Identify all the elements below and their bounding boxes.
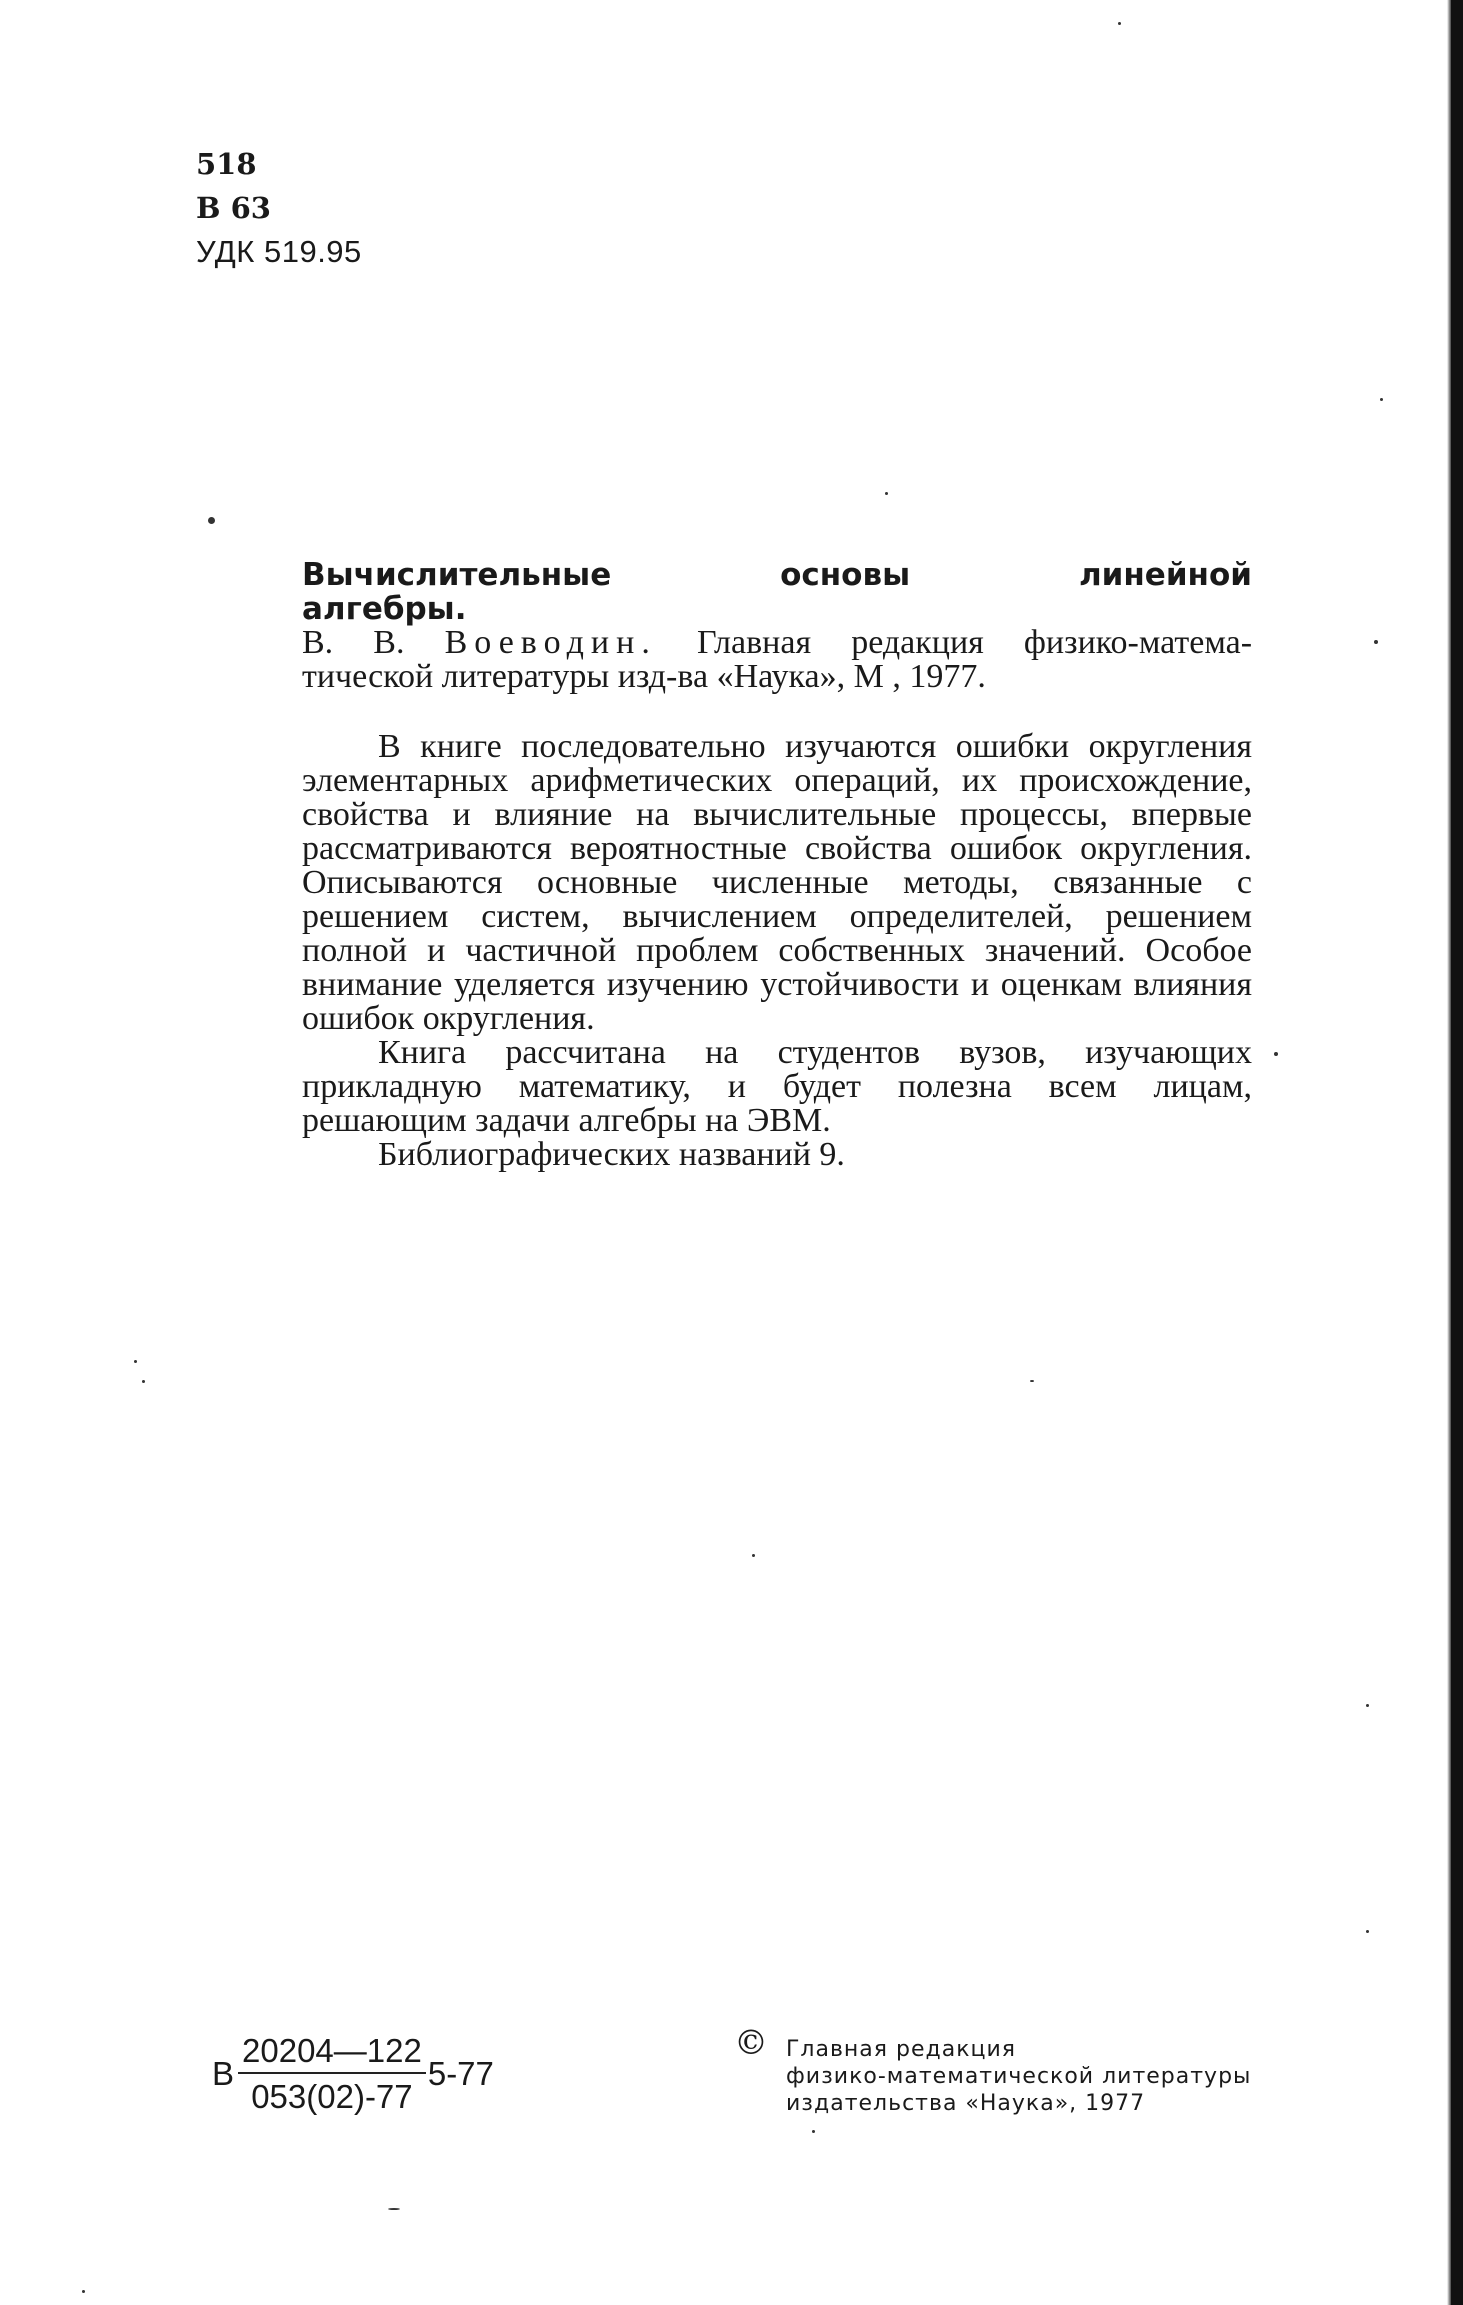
scan-speck [1374, 640, 1378, 644]
udk-code: УДК 519.95 [196, 234, 362, 269]
scan-speck [885, 492, 888, 495]
scan-speck [752, 1554, 755, 1557]
copyright-block [734, 2023, 1252, 2117]
scan-speck [1366, 1930, 1369, 1933]
imprint-code [212, 2032, 494, 2116]
imprint-suffix: 5-77 [427, 2055, 494, 2092]
bibliographic-entry [302, 558, 1252, 626]
copyright-line-1: Главная редакция [786, 2037, 1017, 2062]
scan-edge-shadow [1447, 0, 1451, 2305]
imprint-numerator: 20204—122 [238, 2032, 426, 2074]
scan-speck [82, 2290, 85, 2293]
scan-speck [208, 517, 215, 524]
bibliographic-entry-end [302, 660, 1252, 694]
imprint-prefix: В [212, 2055, 235, 2092]
copyright-line-3: издательства «Наука», 1977 [786, 2091, 1146, 2116]
scan-speck [1380, 398, 1383, 401]
publisher-part2: тической литературы изд-ва «Наука», М , 1977. [302, 658, 986, 695]
main-text [302, 558, 1252, 1172]
bbk-code: 518 [196, 147, 257, 181]
scan-speck [142, 1380, 145, 1383]
annotation-paragraph-2: Книга рассчитана на студентов вузов, изучающих прикладную математику, и будет полезна всем лицам, решающим задачи алгебры на ЭВМ. [302, 1034, 1252, 1139]
imprint-fraction [238, 2032, 426, 2116]
author-surname: Воеводин. [444, 624, 657, 661]
scan-right-edge [1451, 0, 1463, 2305]
copyright-symbol: © [734, 2023, 769, 2063]
author-initials: В. В. [302, 624, 405, 661]
bibliographic-entry-cont [302, 626, 1252, 660]
scan-speck [1274, 1052, 1278, 1056]
scan-speck [1030, 1380, 1034, 1382]
scan-speck [388, 2208, 400, 2210]
publisher-part1: Главная редакция физико-матема- [696, 624, 1253, 661]
copyright-line-2: физико-математической литературы [786, 2064, 1252, 2089]
imprint-denominator: 053(02)-77 [251, 2078, 413, 2115]
annotation-paragraph-1: В книге последовательно изучаются ошибки округления элементарных арифметических операций, их происхождение, свойства и влияние на вычислительные процессы, впервые рассматриваются вероятностные свойства ошибок округления. Описываются основные численные методы, связанные с решением систем, вычислением определителей, решением полной и частичной проблем собственных значений. Особое внимание уделяется изучению устойчивости и оценкам влияния ошибок округления. [302, 728, 1252, 1037]
author-mark: В 63 [196, 191, 271, 225]
book-title: Вычислительные основы линейной алгебры. [302, 557, 1252, 627]
scan-speck [134, 1360, 137, 1363]
classification-block [196, 142, 362, 274]
bibliography-count: Библиографических названий 9. [378, 1136, 845, 1173]
scan-speck [1366, 1704, 1369, 1707]
scan-speck [812, 2130, 815, 2133]
scan-speck [1118, 22, 1121, 25]
